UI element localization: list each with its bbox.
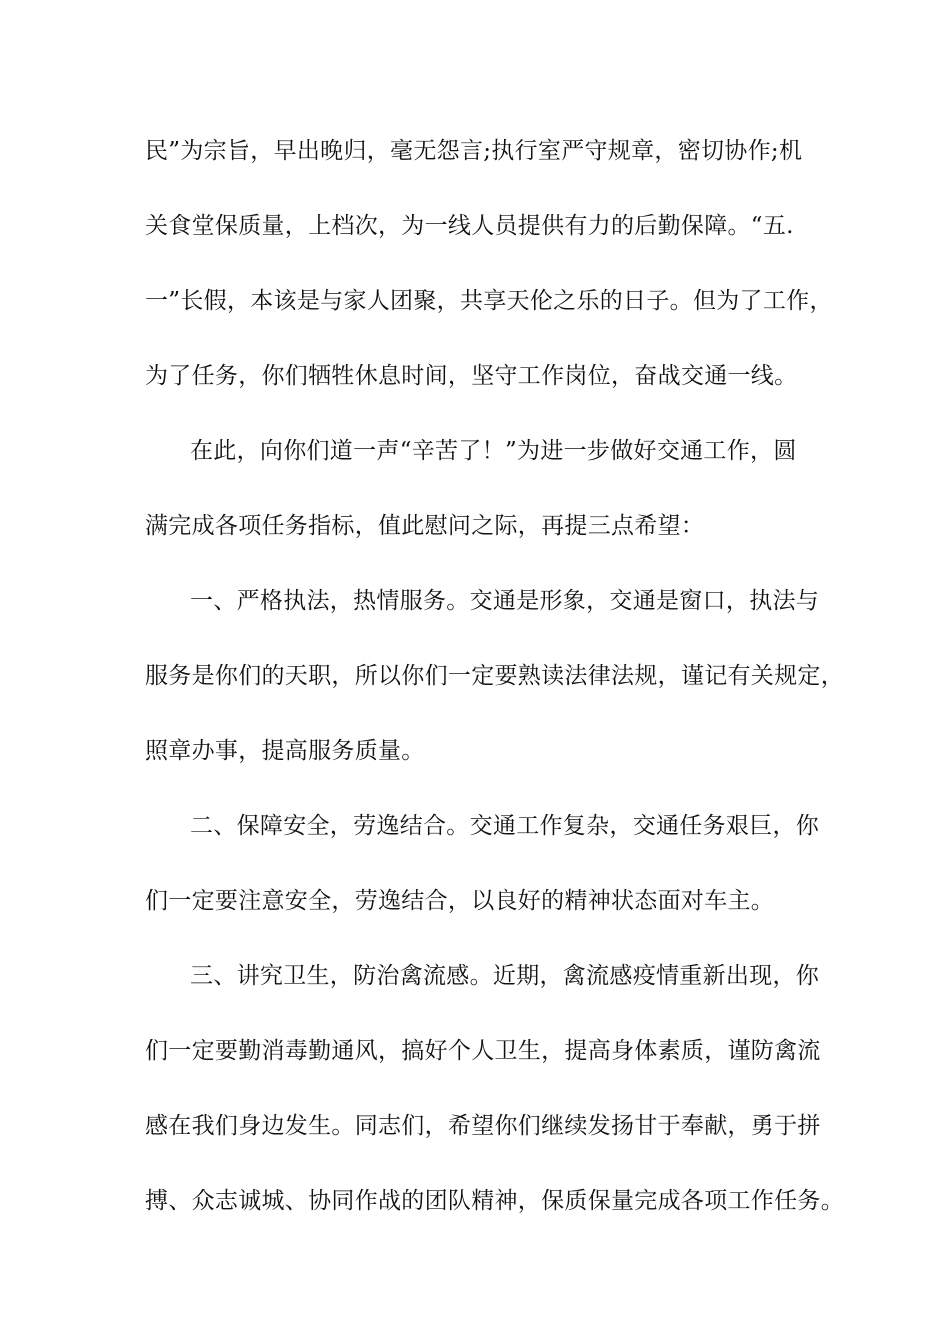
text-line: 民”为宗旨，早出晚归，毫无怨言;执行室严守规章，密切协作;机 (145, 138, 803, 164)
text-line: 感在我们身边发生。同志们，希望你们继续发扬甘于奉献，勇于拼 (145, 1113, 821, 1139)
paragraph-first-line: 一、严格执法，热情服务。交通是形象，交通是窗口，执法与 (190, 588, 820, 614)
text-line: 为了任务，你们牺牲休息时间，坚守工作岗位，奋战交通一线。 (145, 363, 798, 389)
paragraph-first-line: 三、讲究卫生，防治禽流感。近期，禽流感疫情重新出现，你 (190, 963, 820, 989)
text-line: 关食堂保质量，上档次，为一线人员提供有力的后勤保障。“五. (145, 213, 794, 239)
paragraph-first-line: 二、保障安全，劳逸结合。交通工作复杂，交通任务艰巨，你 (190, 813, 820, 839)
text-line: 们一定要勤消毒勤通风，搞好个人卫生，提高身体素质，谨防禽流 (145, 1038, 821, 1064)
text-line: 搏、众志诚城、协同作战的团队精神，保质保量完成各项工作任务。 (145, 1188, 844, 1214)
text-line: 满完成各项任务指标，值此慰问之际，再提三点希望： (145, 513, 705, 539)
text-line: 一”长假，本该是与家人团聚，共享天伦之乐的日子。但为了工作， (145, 288, 833, 314)
text-line: 服务是你们的天职，所以你们一定要熟读法律法规，谨记有关规定， (145, 663, 844, 689)
text-line: 们一定要注意安全，劳逸结合，以良好的精神状态面对车主。 (145, 888, 775, 914)
paragraph-first-line: 在此，向你们道一声“辛苦了！”为进一步做好交通工作，圆 (190, 438, 797, 464)
text-line: 照章办事，提高服务质量。 (145, 738, 425, 764)
